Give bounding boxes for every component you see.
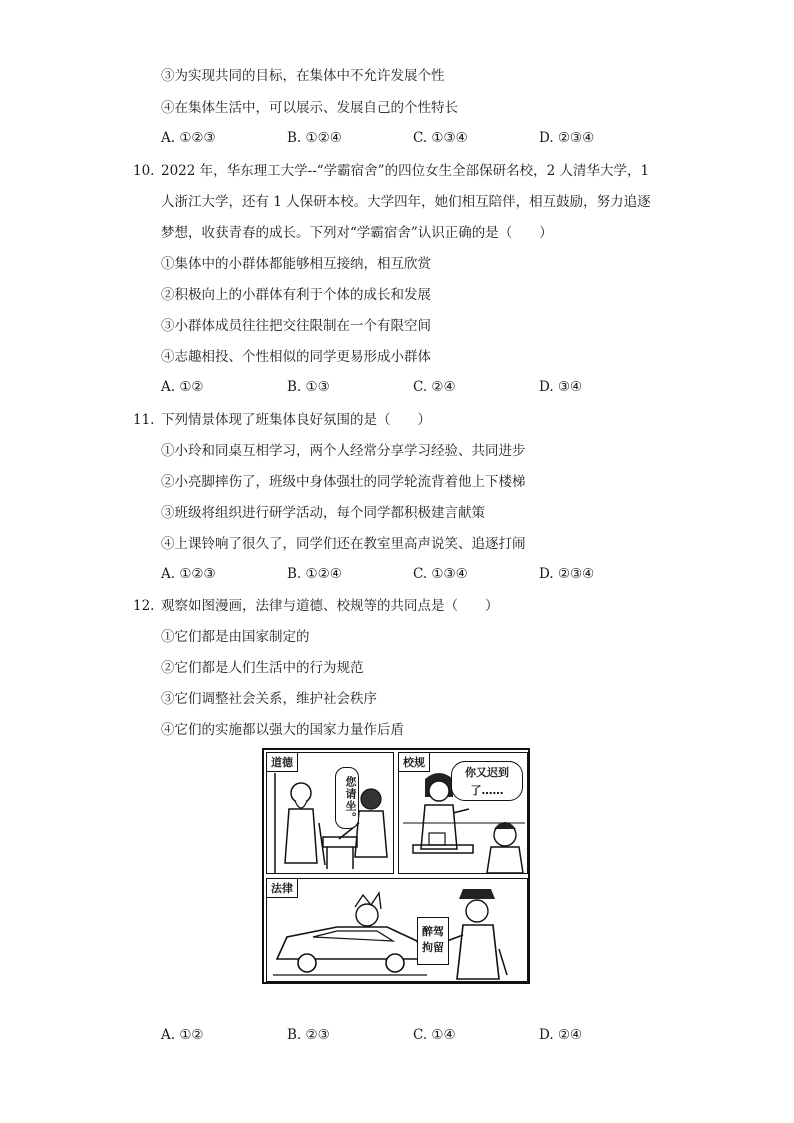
panel-school-title: 校规 bbox=[399, 753, 430, 772]
q11-options bbox=[161, 566, 681, 584]
comic-illustration bbox=[262, 748, 530, 984]
drunk-driving-sign: 醉驾拘留 bbox=[417, 917, 449, 965]
q11-item-1: ①小玲和同桌互相学习，两个人经常分享学习经验、共同进步 bbox=[161, 443, 526, 459]
q9-item-4: ④在集体生活中，可以展示、发展自己的个性特长 bbox=[161, 100, 458, 116]
option-c[interactable]: C. ①④ bbox=[413, 1027, 456, 1043]
q11-stem: 下列情景体现了班集体良好氛围的是（ ） bbox=[161, 412, 431, 428]
option-c[interactable]: C. ②④ bbox=[413, 379, 456, 395]
option-b[interactable]: B. ①②④ bbox=[287, 566, 342, 582]
q10-number: 10. bbox=[133, 163, 155, 179]
option-b[interactable]: B. ②③ bbox=[287, 1027, 330, 1043]
q10-stem-line-2: 人浙江大学，还有 1 人保研本校。大学四年，她们相互陪伴，相互鼓励，努力追逐 bbox=[161, 194, 651, 210]
q12-item-2: ②它们都是人们生活中的行为规范 bbox=[161, 660, 364, 676]
option-a[interactable]: A. ①② bbox=[161, 379, 204, 395]
speech-bubble-school: 你又迟到了…… bbox=[451, 761, 523, 801]
option-a[interactable]: A. ①②③ bbox=[161, 130, 216, 146]
option-d[interactable]: D. ②③④ bbox=[539, 130, 595, 146]
panel-law bbox=[266, 878, 528, 982]
option-c[interactable]: C. ①③④ bbox=[413, 130, 468, 146]
q12-item-4: ④它们的实施都以强大的国家力量作后盾 bbox=[161, 722, 404, 738]
option-c[interactable]: C. ①③④ bbox=[413, 566, 468, 582]
q10-item-3: ③小群体成员往往把交往限制在一个有限空间 bbox=[161, 318, 431, 334]
option-b[interactable]: B. ①②④ bbox=[287, 130, 342, 146]
q11-item-4: ④上课铃响了很久了，同学们还在教室里高声说笑、追逐打闹 bbox=[161, 536, 526, 552]
speech-bubble-morality: 您请坐。 bbox=[335, 767, 359, 829]
q12-item-1: ①它们都是由国家制定的 bbox=[161, 629, 310, 645]
q12-number: 12. bbox=[133, 598, 155, 614]
q10-stem-line-1: 2022 年，华东理工大学--“学霸宿舍”的四位女生全部保研名校，2 人清华大学，1 bbox=[161, 163, 650, 179]
q11-item-2: ②小亮脚摔伤了，班级中身体强壮的同学轮流背着他上下楼梯 bbox=[161, 474, 526, 490]
q9-item-3: ③为实现共同的目标，在集体中不允许发展个性 bbox=[161, 68, 445, 84]
q9-options bbox=[161, 130, 681, 148]
q11-number: 11. bbox=[133, 412, 155, 428]
option-d[interactable]: D. ②④ bbox=[539, 1027, 583, 1043]
q12-stem: 观察如图漫画，法律与道德、校规等的共同点是（ ） bbox=[161, 598, 499, 614]
option-d[interactable]: D. ③④ bbox=[539, 379, 583, 395]
q10-item-1: ①集体中的小群体都能够相互接纳，相互欣赏 bbox=[161, 256, 431, 272]
panel-law-title: 法律 bbox=[267, 879, 298, 898]
option-b[interactable]: B. ①③ bbox=[287, 379, 330, 395]
morality-scene-illustration bbox=[267, 753, 394, 874]
panel-morality-title: 道德 bbox=[267, 753, 298, 772]
option-a[interactable]: A. ①②③ bbox=[161, 566, 216, 582]
q10-options bbox=[161, 379, 681, 397]
panel-school-rules bbox=[398, 752, 528, 874]
q12-options bbox=[161, 1027, 681, 1045]
q10-item-2: ②积极向上的小群体有利于个体的成长和发展 bbox=[161, 287, 431, 303]
q11-item-3: ③班级将组织进行研学活动，每个同学都积极建言献策 bbox=[161, 505, 485, 521]
panel-morality bbox=[266, 752, 394, 874]
law-scene-illustration bbox=[267, 879, 528, 982]
option-a[interactable]: A. ①② bbox=[161, 1027, 204, 1043]
option-d[interactable]: D. ②③④ bbox=[539, 566, 595, 582]
q12-item-3: ③它们调整社会关系，维护社会秩序 bbox=[161, 691, 377, 707]
q10-item-4: ④志趣相投、个性相似的同学更易形成小群体 bbox=[161, 349, 431, 365]
q10-stem-line-3: 梦想，收获青春的成长。下列对“学霸宿舍”认识正确的是（ ） bbox=[161, 225, 553, 241]
